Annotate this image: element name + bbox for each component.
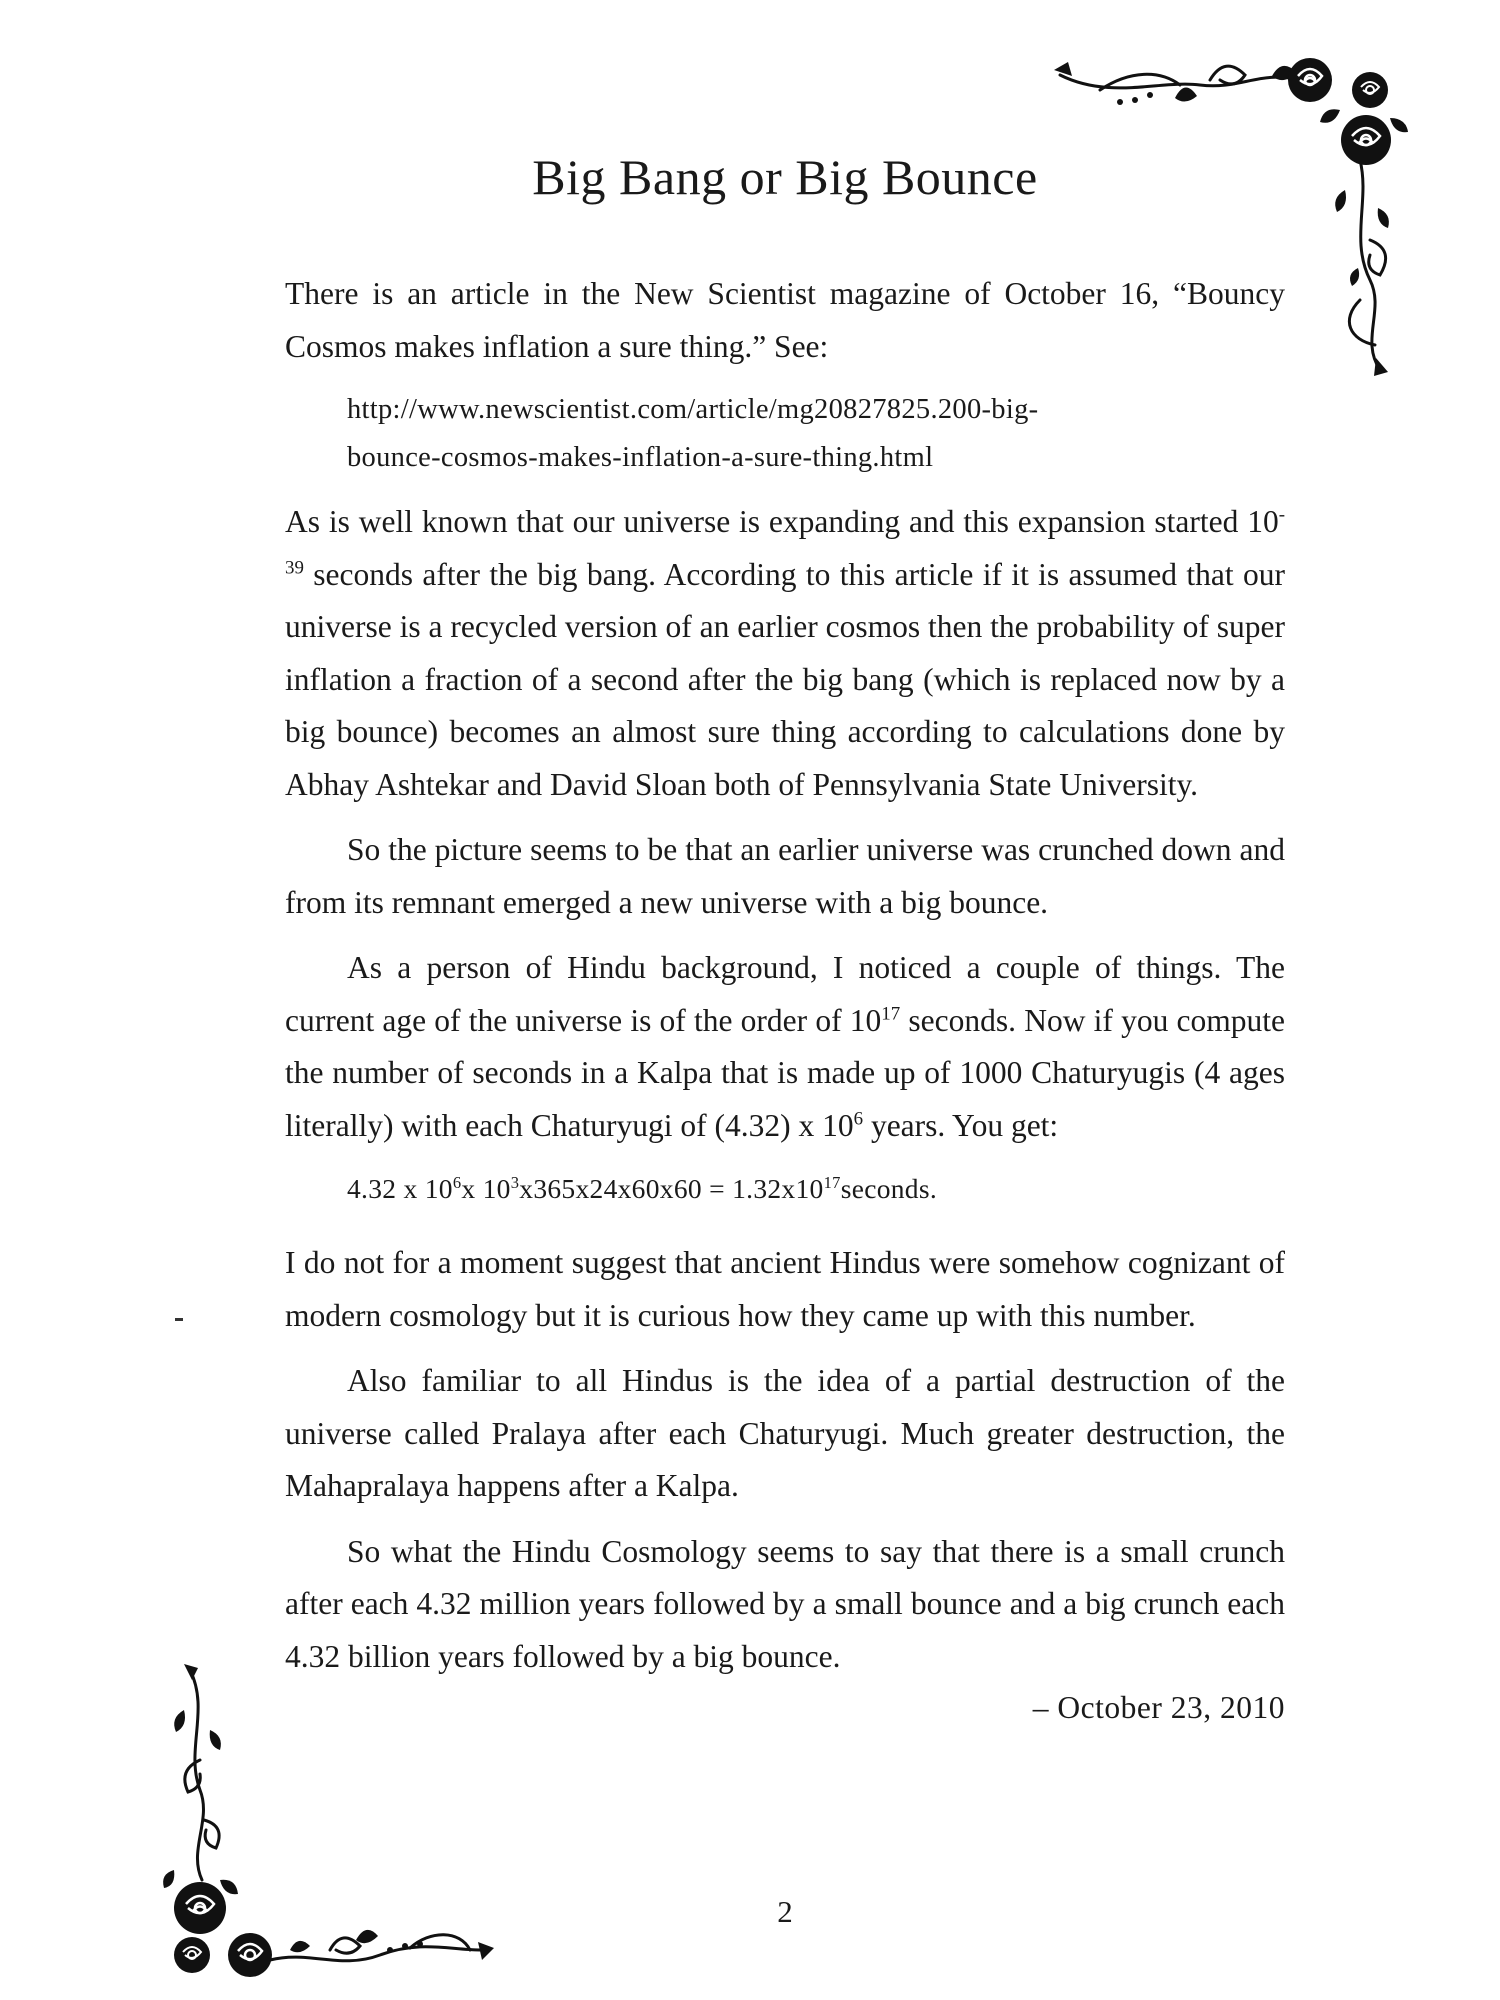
paragraph-expansion-text-a: As is well known that our universe is expanding and this expansion started 10 (285, 504, 1279, 539)
paragraph-hindu-text-b: seconds. Now if you compute the number of seconds in a Kalpa that is made up of 1000 Chaturyugis (4 ages literally) with each Chaturyugi of (4.32) x 10 (285, 1002, 1286, 1143)
equation-part: 4.32 x 10 (347, 1173, 453, 1204)
paragraph-pralaya: Also familiar to all Hindus is the idea of a partial destruction of the universe called Pralaya after each Chaturyugi. Much greater destruction, the Mahapralaya happens after a Kalpa. (285, 1363, 1285, 1503)
paragraph-picture: So the picture seems to be that an earlier universe was crunched down and from its remnant emerged a new universe with a big bounce. (285, 832, 1285, 920)
article-url (347, 386, 1285, 482)
kalpa-equation (347, 1165, 1285, 1213)
date-signoff: – October 23, 2010 (1032, 1690, 1285, 1725)
exponent: 3 (510, 1172, 520, 1192)
paragraph-hindu-text-c: years. You get: (863, 1107, 1059, 1143)
exponent: 6 (853, 1108, 864, 1129)
paragraph-intro: There is an article in the New Scientist magazine of October 16, “Bouncy Cosmos makes inflation a sure thing.” See: (285, 276, 1285, 364)
paragraph-hindu-background (285, 942, 1285, 1152)
paragraph-hindu-text-a: As a person of Hindu background, I noticed a couple of things. The current age of the universe is of the order of 10 (285, 950, 1285, 1038)
article-body (285, 268, 1285, 1734)
paragraph-cognizant: I do not for a moment suggest that ancient Hindus were somehow cognizant of modern cosmology but it is curious how they came up with this number. (285, 1245, 1285, 1333)
equation-part: seconds. (840, 1173, 938, 1204)
exponent: 17 (881, 1003, 901, 1024)
exponent: 6 (452, 1172, 462, 1192)
paragraph-expansion (285, 496, 1285, 811)
url-line-1: http://www.newscientist.com/article/mg20827825.200-big- (347, 394, 1039, 425)
equation-part: x365x24x60x60 = 1.32x10 (519, 1173, 824, 1204)
exponent: 17 (823, 1172, 841, 1192)
page-title: Big Bang or Big Bounce (532, 149, 1038, 205)
paragraph-expansion-text-b: seconds after the big bang. According to this article if it is assumed that our universe is a recycled version of an earlier cosmos then the probability of super inflation a fraction of a second after the big bang (which is replaced now by a big bounce) becomes an almost sure thing according to calculations done by Abhay Ashtekar and David Sloan both of Pennsylvania State University. (285, 556, 1285, 802)
exponent: -39 (285, 504, 1285, 578)
stray-ink-mark (175, 1318, 183, 1321)
equation-part: x 10 (461, 1173, 511, 1204)
url-line-2: bounce-cosmos-makes-inflation-a-sure-thing.html (347, 442, 934, 473)
page-number: 2 (777, 1894, 793, 1929)
paragraph-conclusion: So what the Hindu Cosmology seems to say that there is a small crunch after each 4.32 million years followed by a small bounce and a big crunch each 4.32 billion years followed by a big bounce. (285, 1533, 1285, 1674)
